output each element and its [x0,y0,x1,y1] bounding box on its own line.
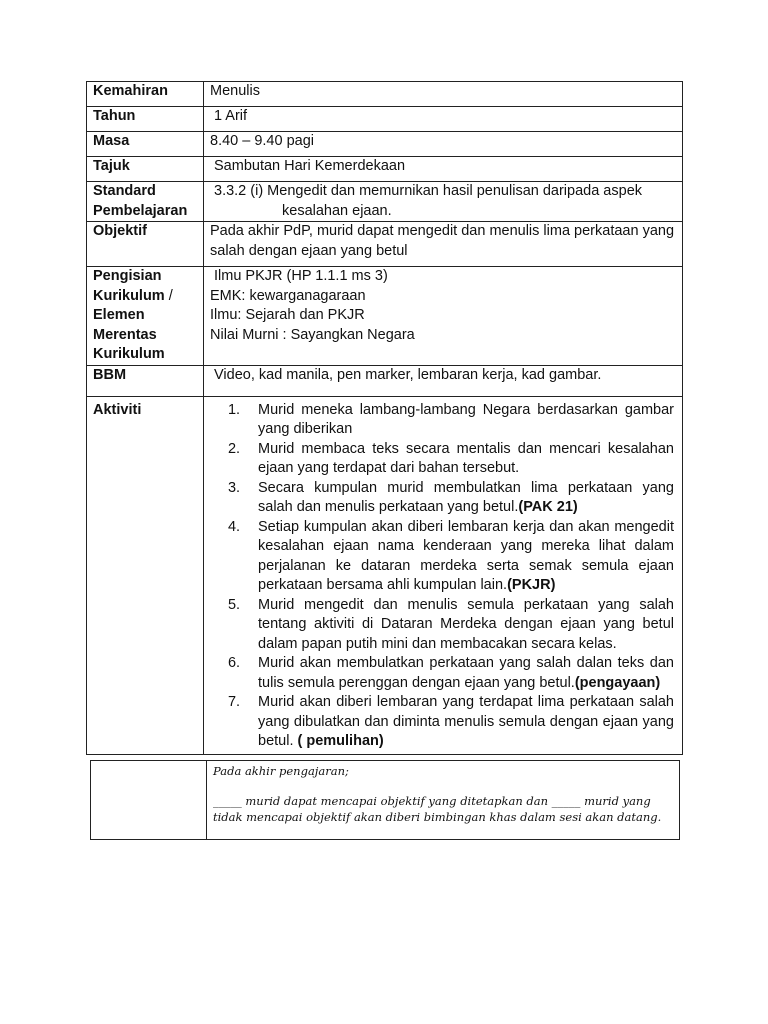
value-standard [204,182,683,222]
activity-text [258,401,674,440]
activity-text [258,654,674,693]
reflection-text-cell [207,761,680,840]
standard-line-2: kesalahan ejaan. [282,202,392,219]
label-masa: Masa [87,132,204,157]
label-objektif: Objektif [87,222,204,267]
pengisian-line-4: Nilai Murni : Sayangkan Negara [210,326,415,343]
activity-tag: (PKJR) [507,577,556,593]
reflection-label-cell [91,761,207,840]
activity-item [210,693,674,752]
activity-item [210,596,674,655]
value-bbm: Video, kad manila, pen marker, lembaran kerja, kad gambar. [204,365,683,396]
label-pengisian-kurikulum: Kurikulum [93,287,165,304]
label-tajuk: Tajuk [87,157,204,182]
label-bbm: BBM [87,365,204,396]
label-pengisian-line-4: Merentas [93,326,157,343]
activity-text-body: Murid akan diberi lembaran yang terdapat lima perkataan salah yang dibulatkan dan diminta menulis semula dengan ejaan yang betul. [258,694,674,749]
value-pengisian [204,267,683,366]
activity-text [258,596,674,655]
reflection-line-2: _____ murid dapat mencapai objektif yang ditetapkan dan _____ murid yang [213,794,651,808]
row-bbm [87,365,683,396]
row-kemahiran [87,82,683,107]
row-tahun [87,107,683,132]
label-pengisian-slash: / [164,287,173,304]
activity-number: 4. [227,518,241,535]
pengisian-line-2: EMK: kewarganagaraan [210,287,366,304]
activity-tag: ( pemulihan) [297,733,384,749]
activity-number: 7. [227,694,241,710]
row-pengisian [87,267,683,366]
reflection-line-3: tidak mencapai objektif akan diberi bimbingan khas dalam sesi akan datang. [213,810,662,824]
activity-tag: (PAK 21) [518,499,578,515]
reflection-gap [213,779,673,793]
lesson-plan-table [86,81,683,755]
value-masa: 8.40 – 9.40 pagi [204,132,683,157]
activity-item [210,479,674,518]
activity-list [210,401,674,752]
activity-item [210,440,674,479]
activity-number: 6. [227,655,241,671]
activity-number: 5. [227,596,241,613]
value-tajuk: Sambutan Hari Kemerdekaan [204,157,683,182]
activity-text-body: Murid membaca teks secara mentalis dan mencari kesalahan ejaan yang terdapat dari bahan tersebut. [258,440,674,476]
activity-text-body: Setiap kumpulan akan diberi lembaran kerja dan akan mengedit kesalahan ejaan nama kenderaan yang mereka lihat dalam perjalanan ke dataran merdeka serta semak semula ejaan perkataan bersama ahli kumpulan lain. [258,518,674,593]
activity-number: 3. [227,479,241,496]
label-tahun: Tahun [87,107,204,132]
reflection-line-1: Pada akhir pengajaran; [213,764,349,778]
activity-text-body: Murid mengedit dan menulis semula perkataan yang salah tentang aktiviti di Dataran Merdeka dengan ejaan yang betul dalam papan putih mini dan membacakan secara kelas. [258,596,674,652]
value-kemahiran: Menulis [204,82,683,107]
activity-text-body: Murid akan membulatkan perkataan yang salah dalan teks dan tulis semula perenggan dengan ejaan yang betul. [258,655,674,691]
pengisian-line-1: Ilmu PKJR (HP 1.1.1 ms 3) [214,268,388,284]
activity-item [210,401,674,440]
value-objektif: Pada akhir PdP, murid dapat mengedit dan menulis lima perkataan yang salah dengan ejaan yang betul [204,222,683,267]
row-standard [87,182,683,222]
label-standard [87,182,204,222]
activity-tag: (pengayaan) [574,674,661,691]
activity-text [258,518,674,596]
activity-text [258,440,674,479]
label-pengisian-line-1: Pengisian [93,268,162,284]
label-standard-line-1: Standard [93,183,156,199]
value-tahun: 1 Arif [204,107,683,132]
reflection-table [90,760,680,840]
activity-text-body: Murid meneka lambang-lambang Negara berdasarkan gambar yang diberikan [258,401,674,437]
activity-item [210,518,674,596]
reflection-row [91,761,680,840]
activity-text [258,693,674,752]
label-standard-line-2: Pembelajaran [93,202,188,219]
row-objektif [87,222,683,267]
label-pengisian [87,267,204,366]
label-pengisian-line-3: Elemen [93,307,145,323]
label-kemahiran: Kemahiran [87,82,204,107]
activity-text [258,479,674,518]
activity-text-body: Secara kumpulan murid membulatkan lima perkataan yang salah dan menulis perkataan yang betul. [258,479,674,515]
label-pengisian-line-2 [93,287,197,307]
label-pengisian-line-5: Kurikulum [93,346,165,362]
activity-number: 1. [227,401,241,418]
row-tajuk [87,157,683,182]
pengisian-line-3: Ilmu: Sejarah dan PKJR [210,307,365,323]
value-aktiviti [204,396,683,754]
row-aktiviti [87,396,683,754]
label-aktiviti: Aktiviti [87,396,204,754]
activity-number: 2. [227,440,241,457]
activity-item [210,654,674,693]
row-masa [87,132,683,157]
standard-line-1: 3.3.2 (i) Mengedit dan memurnikan hasil penulisan daripada aspek [214,183,643,199]
